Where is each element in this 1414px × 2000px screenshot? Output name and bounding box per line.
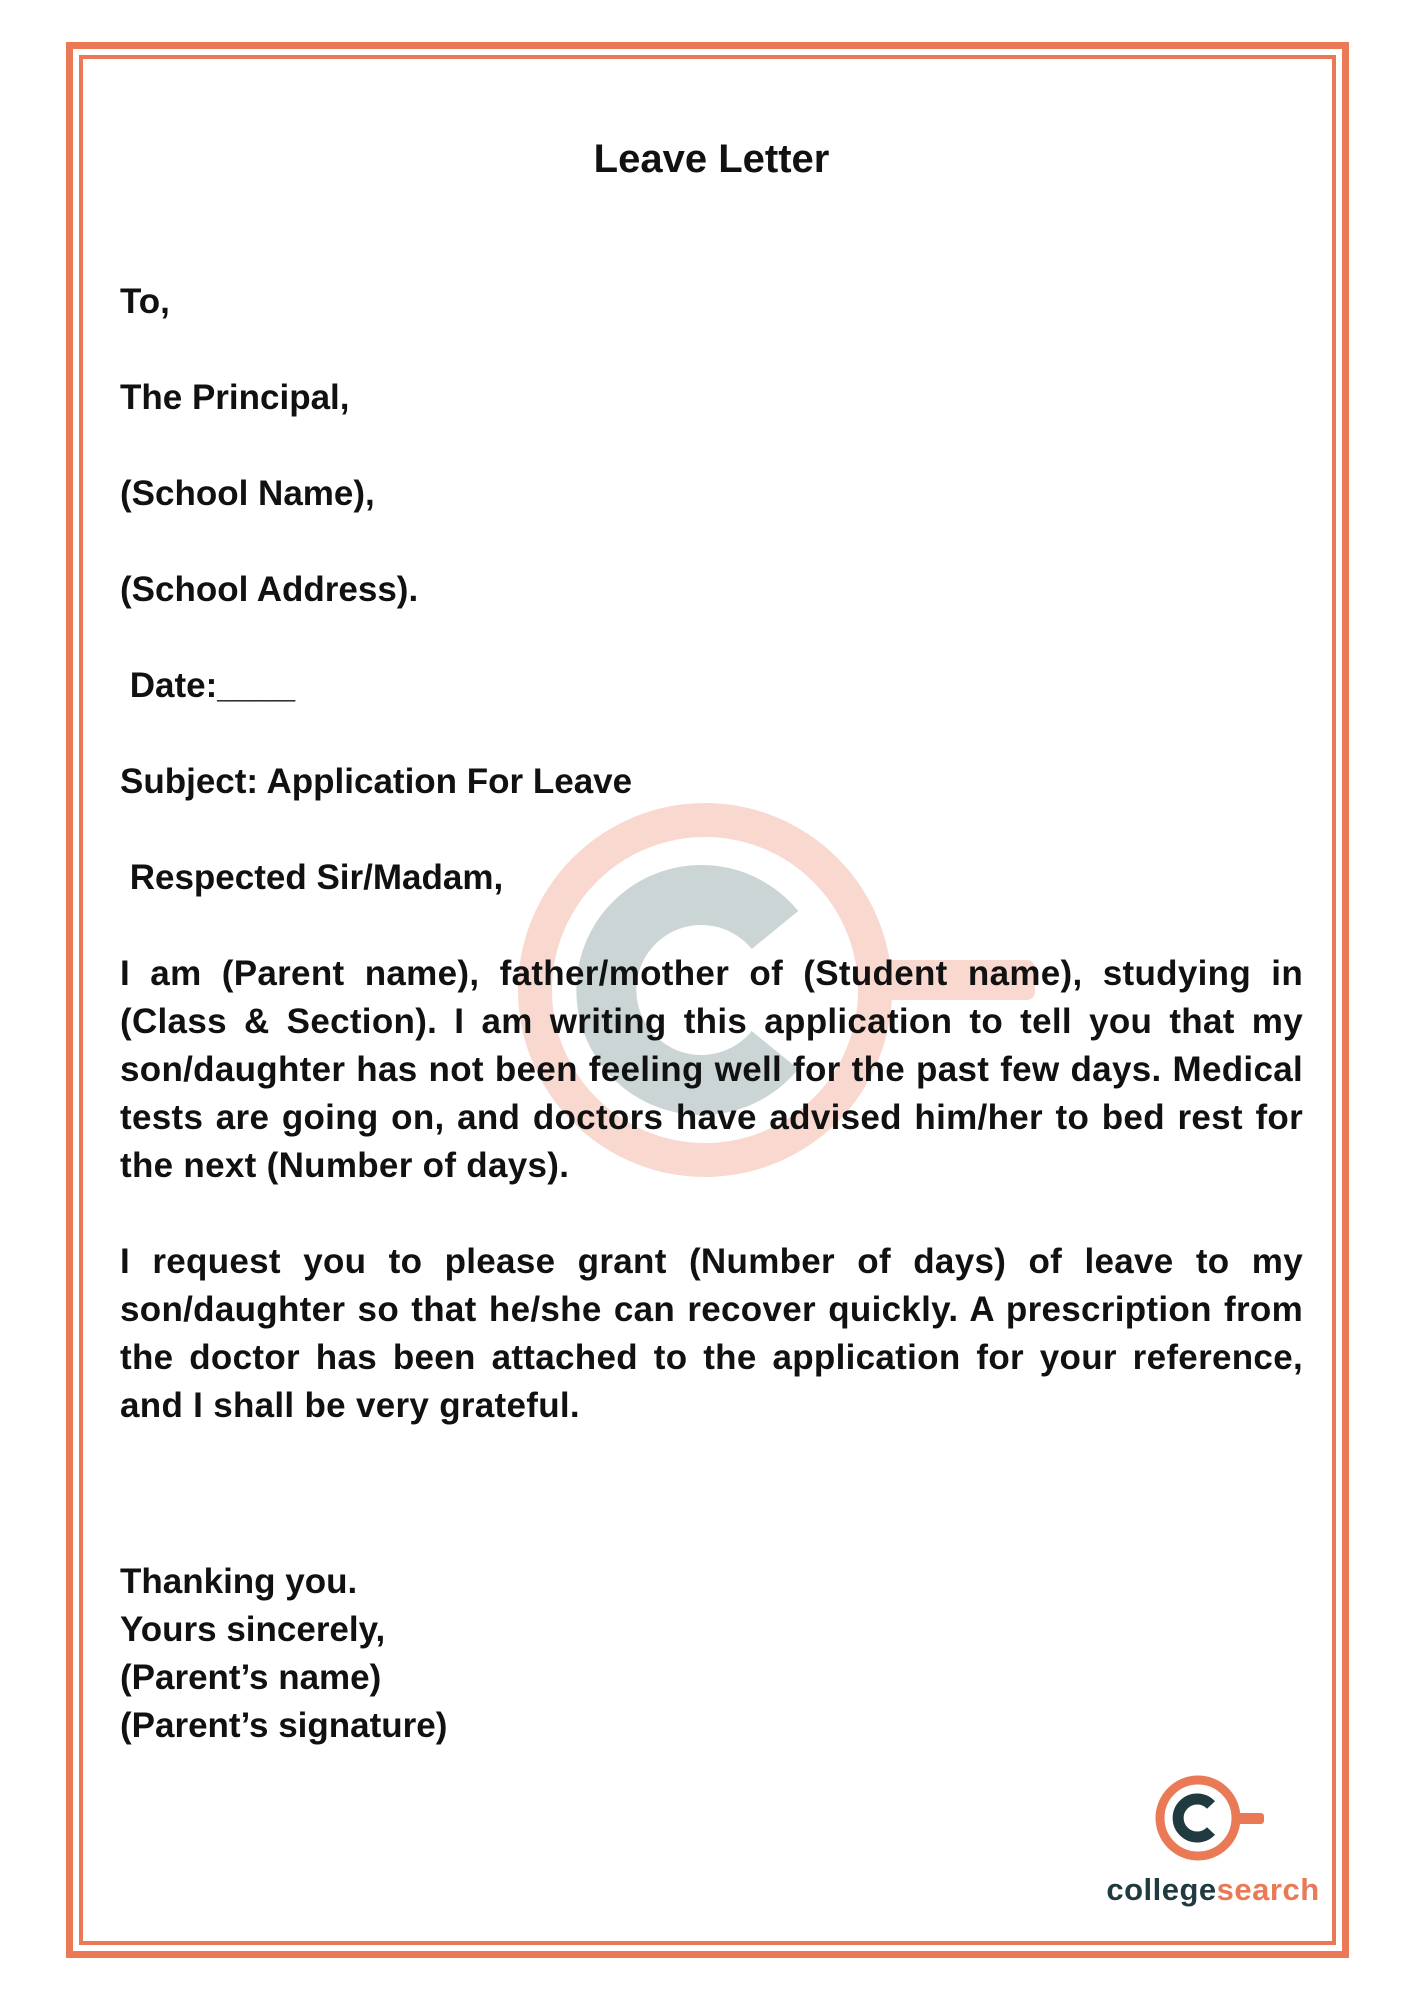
thanks-line: Thanking you. <box>120 1562 358 1601</box>
body-paragraph-2: I request you to please grant (Number of days) of leave to my son/daughter so that he/she can recover quickly. A prescription from the doctor has been attached to the application for your reference, and I shall be very grateful. <box>120 1242 1303 1425</box>
logo-text-college: college <box>1106 1872 1217 1907</box>
salutation-line: Respected Sir/Madam, <box>120 858 504 897</box>
school-name-line: (School Name), <box>120 474 375 513</box>
school-address-line: (School Address). <box>120 570 419 609</box>
sign-off-line: Yours sincerely, <box>120 1610 386 1649</box>
letter-title: Leave Letter <box>593 137 830 181</box>
parent-name-line: (Parent’s name) <box>120 1658 382 1697</box>
collegesearch-logo-icon <box>1098 1770 1328 1870</box>
collegesearch-logo <box>1098 1770 1328 1910</box>
logo-wordmark <box>1098 1872 1328 1908</box>
parent-signature-line: (Parent’s signature) <box>120 1706 448 1745</box>
closing-block <box>120 1558 1303 1750</box>
recipient-line: The Principal, <box>120 378 350 417</box>
letter-body <box>120 135 1303 1750</box>
to-line: To, <box>120 282 170 321</box>
body-paragraph-1: I am (Parent name), father/mother of (Student name), studying in (Class & Section). I am writing this application to tell you that my son/daughter has not been feeling well for the past few days. Medical tests are going on, and doctors have advised him/her to bed rest for the next (Number of days). <box>120 954 1303 1185</box>
subject-line: Subject: Application For Leave <box>120 762 633 801</box>
date-line: Date:____ <box>120 666 296 705</box>
logo-text-search: search <box>1216 1872 1320 1907</box>
